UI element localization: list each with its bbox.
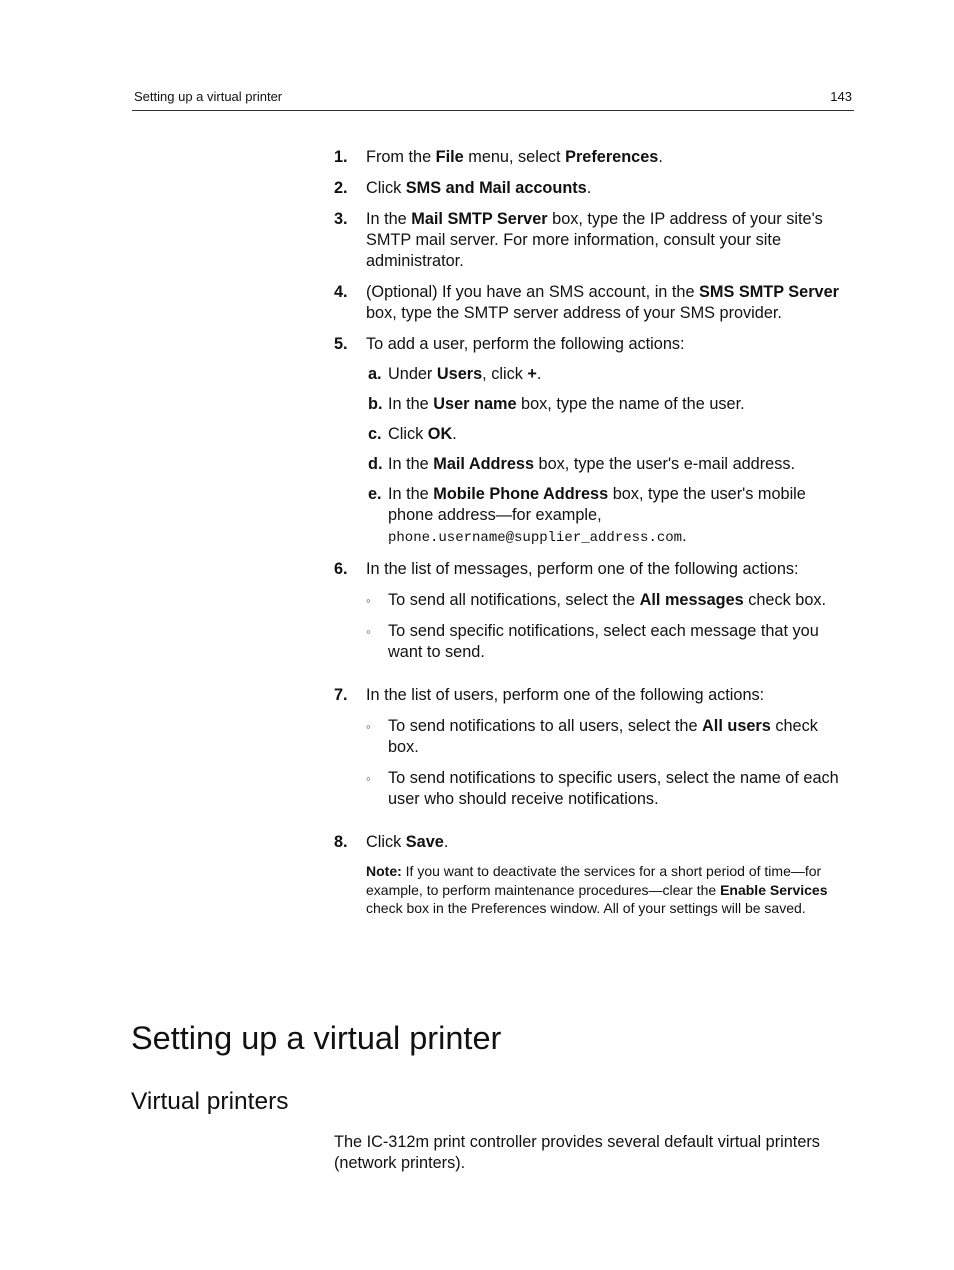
bullet-icon: ◦ — [366, 624, 371, 639]
list-item: ◦ To send all notifications, select the All messages check box. — [366, 591, 827, 609]
bullet-icon: ◦ — [366, 771, 371, 786]
step-number: 4. — [334, 283, 348, 301]
substep-d: d. In the Mail Address box, type the user's e-mail address. — [368, 455, 796, 473]
step-2: 2. Click SMS and Mail accounts. — [334, 179, 592, 197]
step-3: 3. In the Mail SMTP Server box, type the IP address of your site's SMTP mail server. For more information, consult your site administrator. — [334, 210, 823, 270]
substep-a: a. Under Users, click +. — [368, 365, 542, 383]
ui-term: Save — [405, 833, 444, 851]
step-7: 7. In the list of users, perform one of the following actions: ◦ To send notifications to all users, select the All users check box. ◦ To send notifications to specific users, select the name of each user who should receive notifications. — [334, 685, 846, 822]
example-address: phone.username@supplier_address.com — [388, 530, 683, 546]
list-item: ◦ To send specific notifications, select each message that you want to send. — [366, 622, 819, 661]
running-header — [132, 88, 854, 111]
step-number: 3. — [334, 210, 348, 228]
ui-term: SMS SMTP Server — [699, 283, 840, 301]
substep-e: e. In the Mobile Phone Address box, type the user's mobile phone address—for example, phone.username@supplier_address.com. — [368, 485, 806, 546]
list-item: ◦ To send notifications to all users, select the All users check box. — [366, 717, 818, 756]
section-heading: Setting up a virtual printer — [131, 1020, 502, 1056]
step-4: 4. (Optional) If you have an SMS account, in the SMS SMTP Server box, type the SMTP server address of your SMS provider. — [334, 283, 840, 322]
ui-term: Enable Services — [720, 881, 828, 898]
ui-term: OK — [427, 425, 453, 443]
step-number: 5. — [334, 335, 348, 353]
substep-letter: c. — [368, 425, 382, 443]
procedure-steps — [334, 147, 846, 928]
step-number: 7. — [334, 686, 348, 704]
substep-letter: d. — [368, 455, 383, 473]
step-5: 5. To add a user, perform the following actions: a. Under Users, click +. b. In the User name box, type the name of the user. c. Click OK. d. In the Mail Address box, type the user's e-mail address. e. In the Mobile Phone Address box, type the user's mobile phone address—for example, phone.username@supplier_address.com. — [334, 334, 846, 549]
substep-letter: a. — [368, 365, 382, 383]
subsection-heading: Virtual printers — [131, 1088, 289, 1115]
step-1: 1. From the File menu, select Preferences. — [334, 148, 663, 166]
ui-term: All messages — [639, 591, 744, 609]
step-6: 6. In the list of messages, perform one of the following actions: ◦ To send all notifications, select the All messages check box. ◦ To send specific notifications, select each message that you want to send. — [334, 559, 846, 675]
step-number: 1. — [334, 148, 348, 166]
ui-term: Mail SMTP Server — [411, 210, 548, 228]
step-number: 6. — [334, 560, 348, 578]
ui-term: SMS and Mail accounts — [405, 179, 587, 197]
substep-letter: e. — [368, 485, 382, 503]
ui-term: Mail Address — [433, 455, 534, 473]
note: Note: If you want to deactivate the services for a short period of time—for example, to perform maintenance procedures—clear the Enable Services check box in the Preferences window. All of your settings will be saved. — [366, 863, 828, 916]
ui-term: All users — [702, 717, 771, 735]
ui-term: User name — [433, 395, 517, 413]
substep-letter: b. — [368, 395, 383, 413]
ui-term: Mobile Phone Address — [433, 485, 609, 503]
ui-term: Preferences — [565, 148, 659, 166]
list-item: ◦ To send notifications to specific users, select the name of each user who should receive notifications. — [366, 769, 839, 808]
step-8: 8. Click Save. Note: If you want to deactivate the services for a short period of time—for example, to perform maintenance procedures—clear the Enable Services check box in the Preferences window. All of your settings will be saved. — [334, 832, 846, 918]
ui-term: + — [527, 365, 537, 383]
note-label: Note: — [366, 863, 402, 879]
running-title: Setting up a virtual printer — [134, 89, 283, 104]
step-number: 2. — [334, 179, 348, 197]
ui-term: File — [435, 148, 464, 166]
substep-c: c. Click OK. — [368, 425, 457, 443]
page-number: 143 — [830, 89, 852, 104]
substep-b: b. In the User name box, type the name of the user. — [368, 395, 745, 413]
intro-paragraph: The IC-312m print controller provides several default virtual printers (network printers). — [334, 1133, 820, 1172]
step-number: 8. — [334, 833, 348, 851]
ui-term: Users — [436, 365, 483, 383]
bullet-icon: ◦ — [366, 719, 371, 734]
bullet-icon: ◦ — [366, 593, 371, 608]
